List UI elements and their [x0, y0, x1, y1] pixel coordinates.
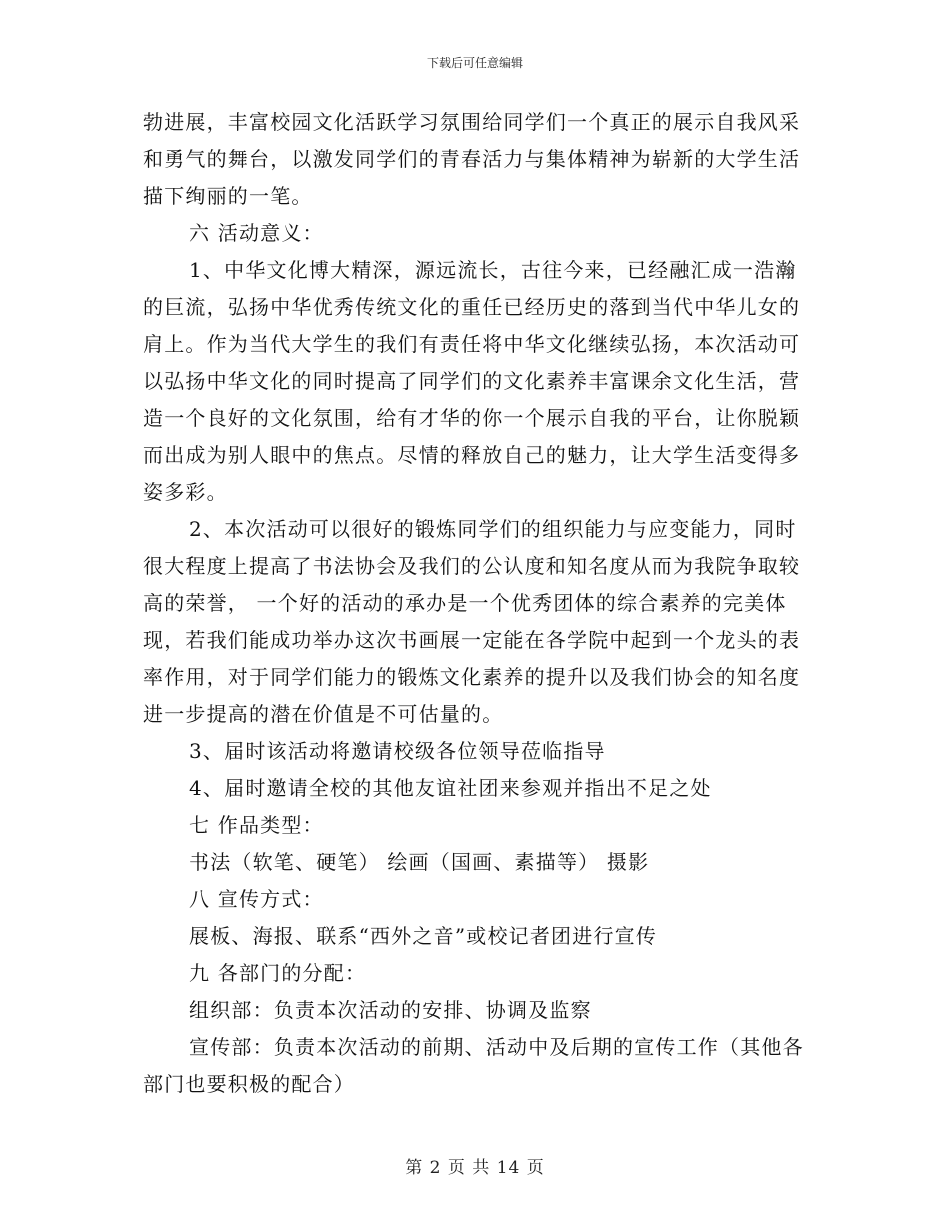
paragraph-significance-2: 2、本次活动可以很好的锻炼同学们的组织能力与应变能力，同时很大程度上提高了书法协会及我们的公认度和知名度从而为我院争取较高的荣誉， 一个好的活动的承办是一个优秀团体的综合素养的完美体现，若我们能成功举办这次书画展一定能在各学院中起到一个龙头的表率作用，对于同学们能力的锻炼文化素养的提升以及我们协会的知名度进一步提高的潜在价值是不可估量的。: [143, 517, 801, 726]
paragraph-organization-dept: 组织部：负责本次活动的安排、协调及监察: [189, 998, 592, 1022]
page-header: 下载后可任意编辑: [426, 56, 523, 70]
section-heading-work-types: 七 作品类型：: [189, 813, 324, 837]
page-number-footer: 第 2 页 共 14 页: [405, 1158, 545, 1178]
paragraph-intro-continuation: 勃进展，丰富校园文化活跃学习氛围给同学们一个真正的展示自我风采和勇气的舞台，以激发同学们的青春活力与集体精神为崭新的大学生活描下绚丽的一笔。: [143, 110, 801, 208]
paragraph-publicity-dept: 宣传部：负责本次活动的前期、活动中及后期的宣传工作（其他各部门也要积极的配合）: [143, 1035, 804, 1096]
section-heading-publicity: 八 宣传方式：: [189, 887, 324, 911]
section-heading-significance: 六 活动意义：: [189, 221, 324, 245]
section-heading-departments: 九 各部门的分配：: [189, 961, 367, 985]
paragraph-work-types: 书法（软笔、硬笔） 绘画（国画、素描等） 摄影: [189, 850, 650, 874]
document-body: [143, 104, 808, 1103]
paragraph-significance-1: 1、中华文化博大精深，源远流长，古往今来，已经融汇成一浩瀚的巨流，弘扬中华优秀传统文化的重任已经历史的落到当代中华儿女的肩上。作为当代大学生的我们有责任将中华文化继续弘扬，本次活动可以弘扬中华文化的同时提高了同学们的文化素养丰富课余文化生活，营造一个良好的文化氛围，给有才华的你一个展示自我的平台，让你脱颖而出成为别人眼中的焦点。尽情的释放自己的魅力，让大学生活变得多姿多彩。: [143, 258, 801, 504]
paragraph-publicity: 展板、海报、联系“西外之音”或校记者团进行宣传: [189, 924, 658, 948]
paragraph-significance-3: 3、届时该活动将邀请校级各位领导莅临指导: [189, 739, 606, 763]
paragraph-significance-4: 4、届时邀请全校的其他友谊社团来参观并指出不足之处: [189, 776, 712, 800]
